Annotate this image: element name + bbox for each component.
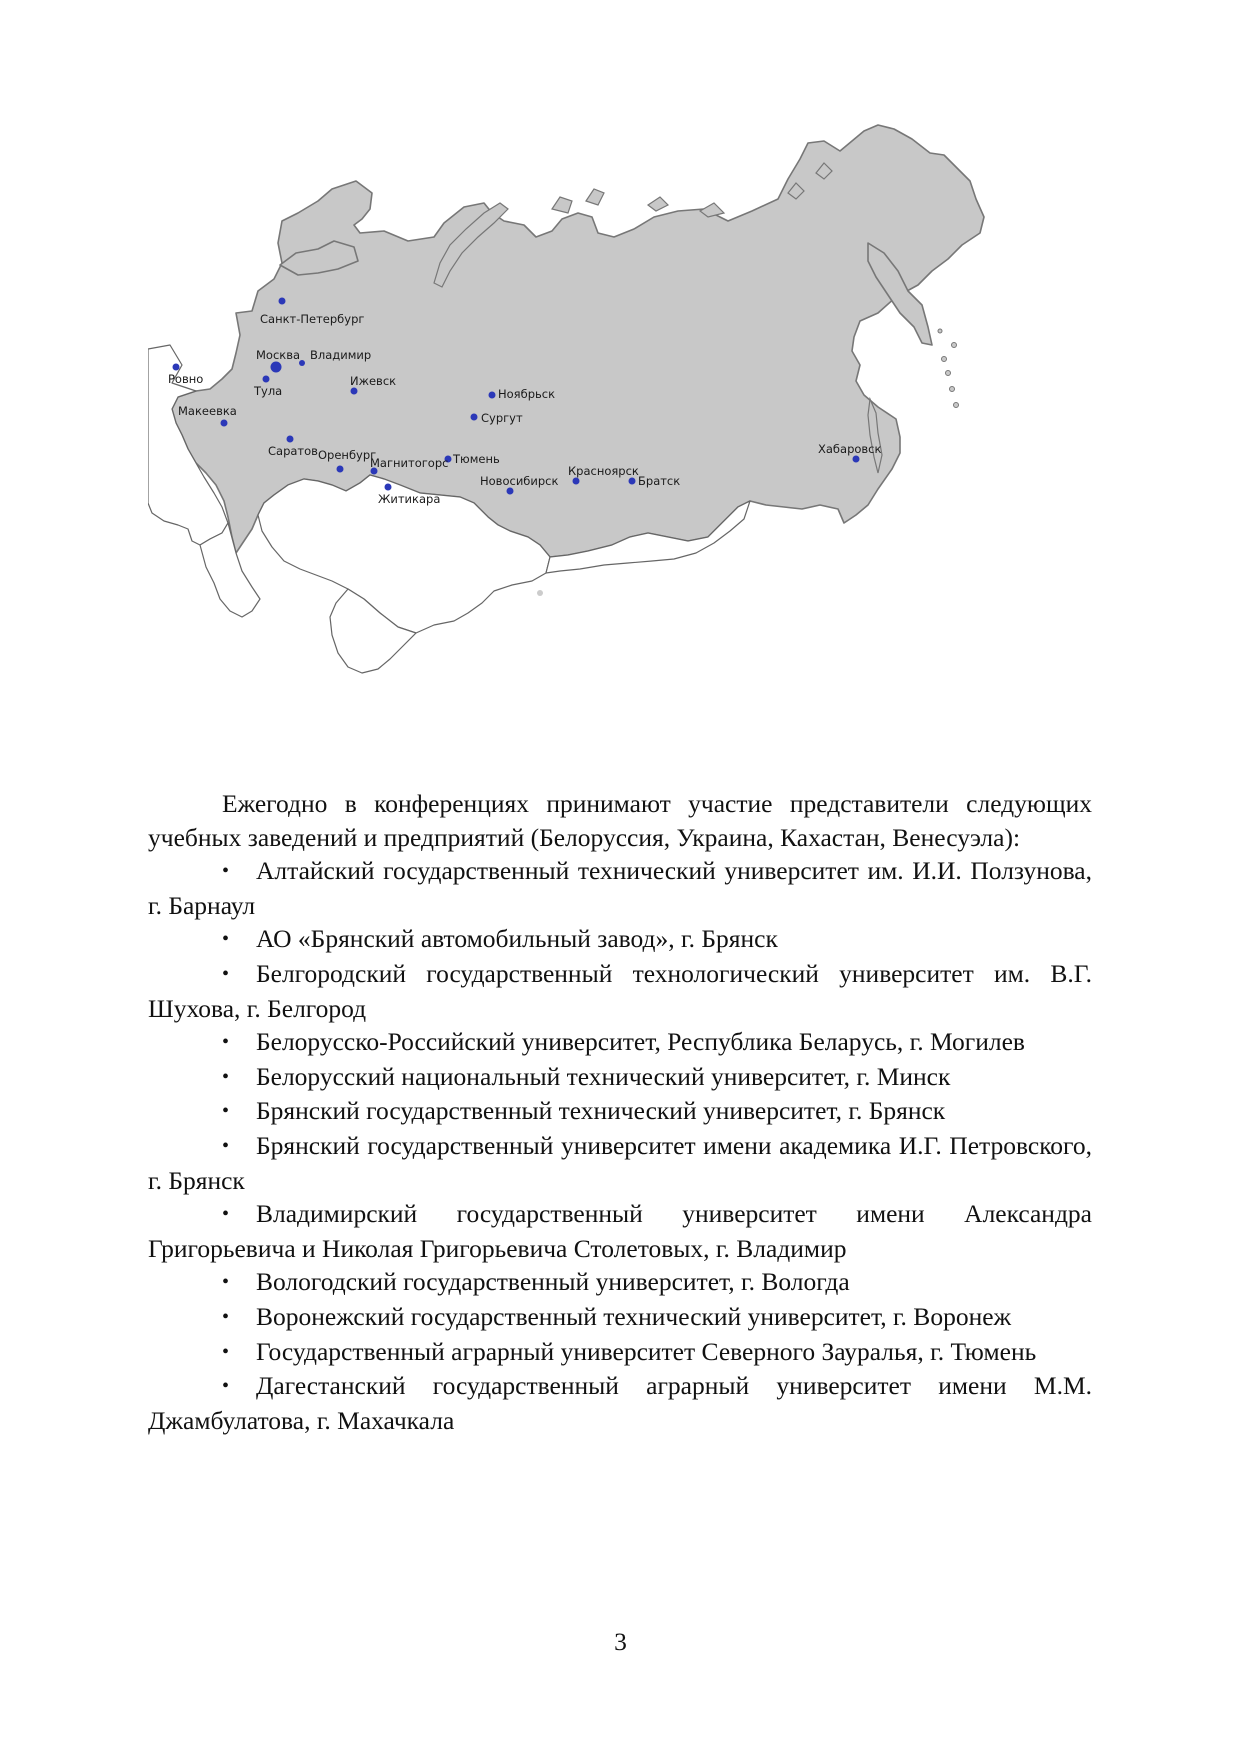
list-item [148,1197,1092,1265]
city-dot-bratsk [629,478,636,485]
city-label-rovno: Ровно [168,372,204,386]
list-item-text: Государственный аграрный университет Северного Зауралья, г. Тюмень [256,1336,1037,1366]
list-item-text: Брянский государственный технический университет, г. Брянск [256,1096,946,1126]
arctic-island [552,197,572,213]
kuril-islands [938,329,959,408]
bullet: • [222,1305,230,1328]
city-label-tula: Тула [254,384,283,398]
city-dot-surgut [471,414,478,421]
bullet: • [222,860,230,883]
list-item [148,1369,1092,1437]
city-label-zhitikara: Житикара [378,492,441,506]
city-label-khabarovsk: Хабаровск [818,442,882,456]
list-item-text: АО «Брянский автомобильный завод», г. Брянск [256,924,778,954]
body-text [148,787,1092,1437]
list-item-text: Алтайский государственный технический университет им. И.И. Ползунова, г. Барнаул [148,856,1092,920]
city-label-moscow: Москва [256,348,301,362]
list-item-text: Вологодский государственный университет, г. Вологда [256,1267,850,1297]
city-label-magnitogorsk: Магнитогорс [370,456,449,470]
list-item-text: Белорусский национальный технический университет, г. Минск [256,1061,951,1091]
city-label-makeevka: Макеевка [178,404,237,418]
bullet: • [222,1100,230,1123]
bullet: • [222,1340,230,1363]
russia-map [148,113,1088,713]
bullet: • [222,1203,230,1226]
city-dot-saratov [287,436,294,443]
arctic-island [648,197,668,211]
list-item [148,1265,1092,1300]
arctic-island [586,189,604,205]
bullet: • [222,1031,230,1054]
city-label-izhevsk: Ижевск [350,374,397,388]
list-item [148,922,1092,957]
city-label-surgut: Сургут [481,411,523,425]
city-label-vladimir: Владимир [310,348,372,362]
city-dot-khabarovsk [853,456,860,463]
list-item-text: Белорусско-Российский университет, Республика Беларусь, г. Могилев [256,1027,1025,1057]
city-dot-orenburg [337,466,344,473]
city-label-spb: Санкт-Петербург [260,312,365,326]
city-dot-rovno [173,364,180,371]
list-item [148,1300,1092,1335]
city-dot-moscow [271,362,282,373]
list-item [148,957,1092,1025]
list-item-text: Белгородский государственный технологический университет им. В.Г. Шухова, г. Белгород [148,958,1092,1023]
page-number: 3 [614,1627,627,1656]
list-item-text: Владимирский государственный университет имени Александра Григорьевича и Николая Григорьевича Столетовых, г. Владимир [148,1199,1092,1263]
city-dot-noyabrsk [489,392,496,399]
participants-list [148,854,1092,1437]
list-item-text: Дагестанский государственный аграрный университет имени М.М. Джамбулатова, г. Махачкала [148,1371,1092,1435]
city-dot-krasnoyarsk [573,478,580,485]
city-label-krasnoyarsk: Красноярск [568,464,639,478]
city-label-bratsk: Братск [638,474,681,488]
list-item [148,854,1092,922]
list-item [148,1025,1092,1060]
bullet: • [222,1271,230,1294]
list-item [148,1060,1092,1095]
intro-paragraph: Ежегодно в конференциях принимают участие представители следующих учебных заведений и предприятий (Белоруссия, Украина, Кахастан, Венесуэла): [148,789,1092,852]
bullet: • [222,928,230,951]
city-dot-spb [279,298,286,305]
city-dot-tula [263,376,270,383]
bullet: • [222,1065,230,1088]
bullet: • [222,1134,230,1157]
city-dot-zhitikara [385,484,392,491]
city-label-novosibirsk: Новосибирск [480,474,559,488]
list-item-text: Воронежский государственный технический университет, г. Воронеж [256,1301,1012,1331]
list-item-text: Брянский государственный университет имени академика И.Г. Петровского, г. Брянск [148,1130,1092,1195]
list-item [148,1129,1092,1197]
list-item [148,1335,1092,1370]
bullet: • [222,962,230,985]
list-item [148,1094,1092,1129]
city-dot-novosibirsk [507,488,514,495]
map-marker-grey [537,590,543,596]
city-dot-makeevka [221,420,228,427]
city-dot-izhevsk [351,388,358,395]
city-label-orenburg: Оренбург [318,448,377,462]
city-label-tyumen: Тюмень [453,452,500,466]
city-label-noyabrsk: Ноябрьск [498,387,556,401]
bullet: • [222,1375,230,1398]
city-label-saratov: Саратов [268,444,318,458]
